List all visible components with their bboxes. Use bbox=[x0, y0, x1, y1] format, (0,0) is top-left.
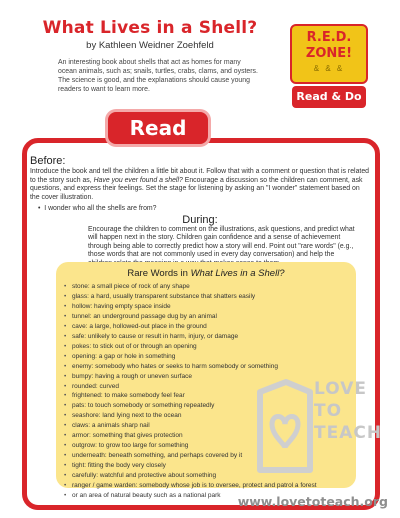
before-paragraph bbox=[30, 168, 370, 202]
list-item: • outgrow: to grow too large for something bbox=[64, 441, 350, 451]
list-item: • enemy: somebody who hates or seeks to harm somebody or something bbox=[64, 362, 350, 372]
before-heading: Before: bbox=[30, 155, 66, 167]
logo-ampersand-row: & & & bbox=[313, 64, 345, 73]
during-paragraph: Encourage the children to comment on the illustrations, ask questions, and predict what will happen next in the story. Children gain confidence and a sense of achievement through being able to correctly predict how a story will end. Point out "rare words" (e.g., those words that are not commonly used in every day conversation) and help the bbox=[88, 226, 355, 259]
list-item: • ranger / game warden: somebody whose job is to oversee, protect and patrol a forest bbox=[64, 481, 350, 491]
list-item: • glass: a hard, usually transparent substance that shatters easily bbox=[64, 292, 350, 302]
list-item: • underneath: beneath something, and perhaps covered by it bbox=[64, 451, 350, 461]
before-text-italic: Have you ever found a shell? bbox=[93, 176, 183, 184]
list-item: • stone: a small piece of rock of any shape bbox=[64, 282, 350, 292]
logo-zone-text: ZONE! bbox=[305, 46, 353, 61]
before-bullet: • I wonder who all the shells are from? bbox=[38, 205, 157, 212]
list-item: • claws: a animals sharp nail bbox=[64, 421, 350, 431]
before-bullet-text: I wonder who all the shells are from? bbox=[44, 205, 157, 212]
watermark-line-to: TO bbox=[314, 401, 343, 421]
list-item: • hollow: having empty space inside bbox=[64, 302, 350, 312]
watermark-text bbox=[314, 378, 394, 444]
during-heading: During: bbox=[182, 214, 218, 226]
list-item: • cave: a large, hollowed-out place in the ground bbox=[64, 322, 350, 332]
list-item: • tunnel: an underground passage dug by an animal bbox=[64, 312, 350, 322]
list-item: • frightened: to make somebody feel fear bbox=[64, 391, 350, 401]
list-item-continuation: • or an area of natural beauty such as a national park bbox=[64, 491, 350, 501]
list-item: • pats: to touch somebody or something repeatedly bbox=[64, 401, 350, 411]
list-item: • carefully: watchful and protective about something bbox=[64, 471, 350, 481]
before-text-a: Introduce the book and tell the children a little bit about it. Follow that with a comment or question that is related to the story such as, bbox=[30, 168, 369, 184]
list-item: • rounded: curved bbox=[64, 382, 350, 392]
rare-words-title-book: What Lives in a Shell? bbox=[190, 268, 285, 279]
author-line: by Kathleen Weidner Zoehfeld bbox=[86, 40, 214, 51]
list-item: • seashore: land lying next to the ocean bbox=[64, 411, 350, 421]
love-to-teach-watermark bbox=[254, 378, 394, 482]
logo-red-text: R.E.D. bbox=[306, 30, 352, 45]
read-section-label: Read bbox=[129, 116, 187, 140]
list-item: • opening: a gap or hole in something bbox=[64, 352, 350, 362]
before-text-b: Encourage a discussion so the children can comment, ask questions, and express their feelings. Set the stage for listening by asking an "I wonder" statement based on the cover illustration. bbox=[30, 176, 363, 201]
rare-words-title bbox=[56, 268, 356, 279]
red-zone-logo bbox=[290, 24, 368, 114]
intro-paragraph: An interesting book about shells that act as homes for many ocean animals, such as; snails, turtles, crabs, clams, and oysters. The science is good, and the explanations should cause young readers to want to learn more. bbox=[58, 59, 258, 93]
watermark-line-teach: TEACH bbox=[314, 423, 383, 443]
book-heart-icon bbox=[254, 378, 316, 478]
rare-words-title-prefix: Rare Words in bbox=[127, 268, 191, 279]
list-item: • armor: something that gives protection bbox=[64, 431, 350, 441]
watermark-line-love: LOVE bbox=[314, 379, 367, 399]
list-item: • tight: fitting the body very closely bbox=[64, 461, 350, 471]
page-title: What Lives in a Shell? bbox=[42, 18, 258, 38]
list-item: • bumpy: having a rough or uneven surface bbox=[64, 372, 350, 382]
read-section-tab bbox=[108, 112, 208, 144]
list-item: • safe: unlikely to cause or result in harm, injury, or damage bbox=[64, 332, 350, 342]
list-item: • pokes: to stick out of or through an opening bbox=[64, 342, 350, 352]
footer-url: www.lovetoteach.org bbox=[237, 494, 388, 509]
logo-read-do: Read & Do bbox=[292, 86, 366, 108]
